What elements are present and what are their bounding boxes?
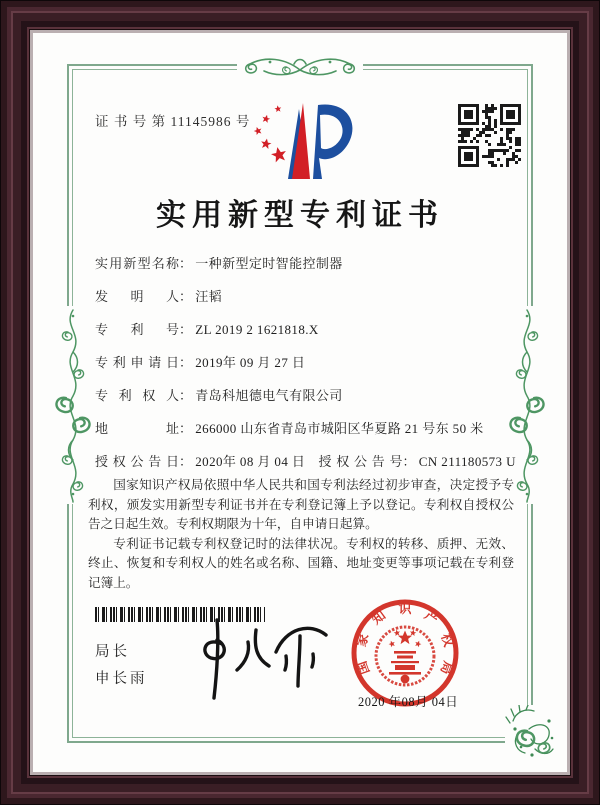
field-row-address: 地址： 266000 山东省青岛市城阳区华夏路 21 号东 50 米	[95, 419, 515, 439]
field-value: 2020年 08 月 04 日	[195, 454, 306, 469]
logo-blue-p	[313, 104, 352, 179]
field-row-patentee: 专利权人： 青岛科旭德电气有限公司	[95, 386, 515, 406]
field-value: 一种新型定时智能控制器	[195, 256, 343, 271]
page-title: 实用新型专利证书	[156, 199, 444, 232]
legal-text	[88, 476, 514, 593]
field-row-inventor: 发明人： 汪韬	[95, 287, 515, 307]
field-value: 2019年 09 月 27 日	[195, 355, 306, 370]
field-value: 汪韬	[195, 289, 223, 304]
director-name: 申长雨	[95, 671, 148, 687]
field-grant-no: 授权公告号： CN 211180573 U	[319, 452, 516, 472]
qr-code	[458, 104, 521, 167]
field-row-grant	[95, 452, 515, 472]
field-value: CN 211180573 U	[418, 454, 516, 469]
field-label: 专利申请日	[95, 355, 179, 370]
field-row-name: 实用新型名称： 一种新型定时智能控制器	[95, 254, 515, 274]
svg-text:权: 权	[438, 631, 457, 649]
logo-stars	[253, 105, 288, 163]
legal-paragraph-1: 国家知识产权局依照中华人民共和国专利法经过初步审查，决定授予专利权，颁发实用新型专利证书并在专利登记簿上予以登记。专利权自授权公告之日起生效。专利权期限为十年，自申请日起算。	[88, 478, 514, 531]
seal-national-emblem-icon	[376, 627, 434, 685]
field-row-patent-no: 专利号： ZL 2019 2 1621818.X	[95, 320, 515, 340]
field-label: 实用新型名称	[95, 256, 179, 271]
director-title: 局长	[95, 644, 130, 660]
field-value: ZL 2019 2 1621818.X	[195, 322, 319, 337]
patent-office-logo	[252, 97, 364, 185]
field-label: 地址	[95, 421, 179, 436]
svg-text:国: 国	[353, 659, 373, 677]
legal-paragraph-2: 专利证书记载专利权登记时的法律状况。专利权的转移、质押、无效、终止、恢复和专利权人的姓名或名称、国籍、地址变更等事项记载在专利登记簿上。	[88, 536, 514, 590]
field-grant-date: 授权公告日： 2020年 08 月 04 日	[95, 452, 305, 472]
field-label: 授权公告号	[318, 454, 403, 469]
border-ornament-corner	[505, 705, 557, 759]
director-signature	[186, 612, 344, 710]
field-label: 授权公告日	[95, 454, 179, 469]
field-label: 发明人	[95, 289, 179, 304]
field-value: 青岛科旭德电气有限公司	[195, 388, 343, 403]
svg-text:局: 局	[437, 659, 457, 677]
certificate-fields	[95, 254, 515, 485]
field-label: 专利权人	[95, 388, 179, 403]
field-label: 专利号	[95, 322, 179, 337]
certificate-number: 证 书 号 第 11145986 号	[95, 114, 251, 129]
border-ornament-top	[237, 53, 363, 83]
svg-text:产: 产	[421, 607, 442, 628]
svg-text:知: 知	[368, 607, 389, 628]
seal-date: 2020 年08月 04日	[358, 695, 459, 709]
svg-text:识: 识	[398, 601, 412, 616]
field-row-filing-date: 专利申请日： 2019年 09 月 27 日	[95, 353, 515, 373]
svg-text:家: 家	[353, 631, 372, 649]
field-value: 266000 山东省青岛市城阳区华夏路 21 号东 50 米	[195, 421, 484, 436]
border-ornament-left	[55, 306, 91, 504]
